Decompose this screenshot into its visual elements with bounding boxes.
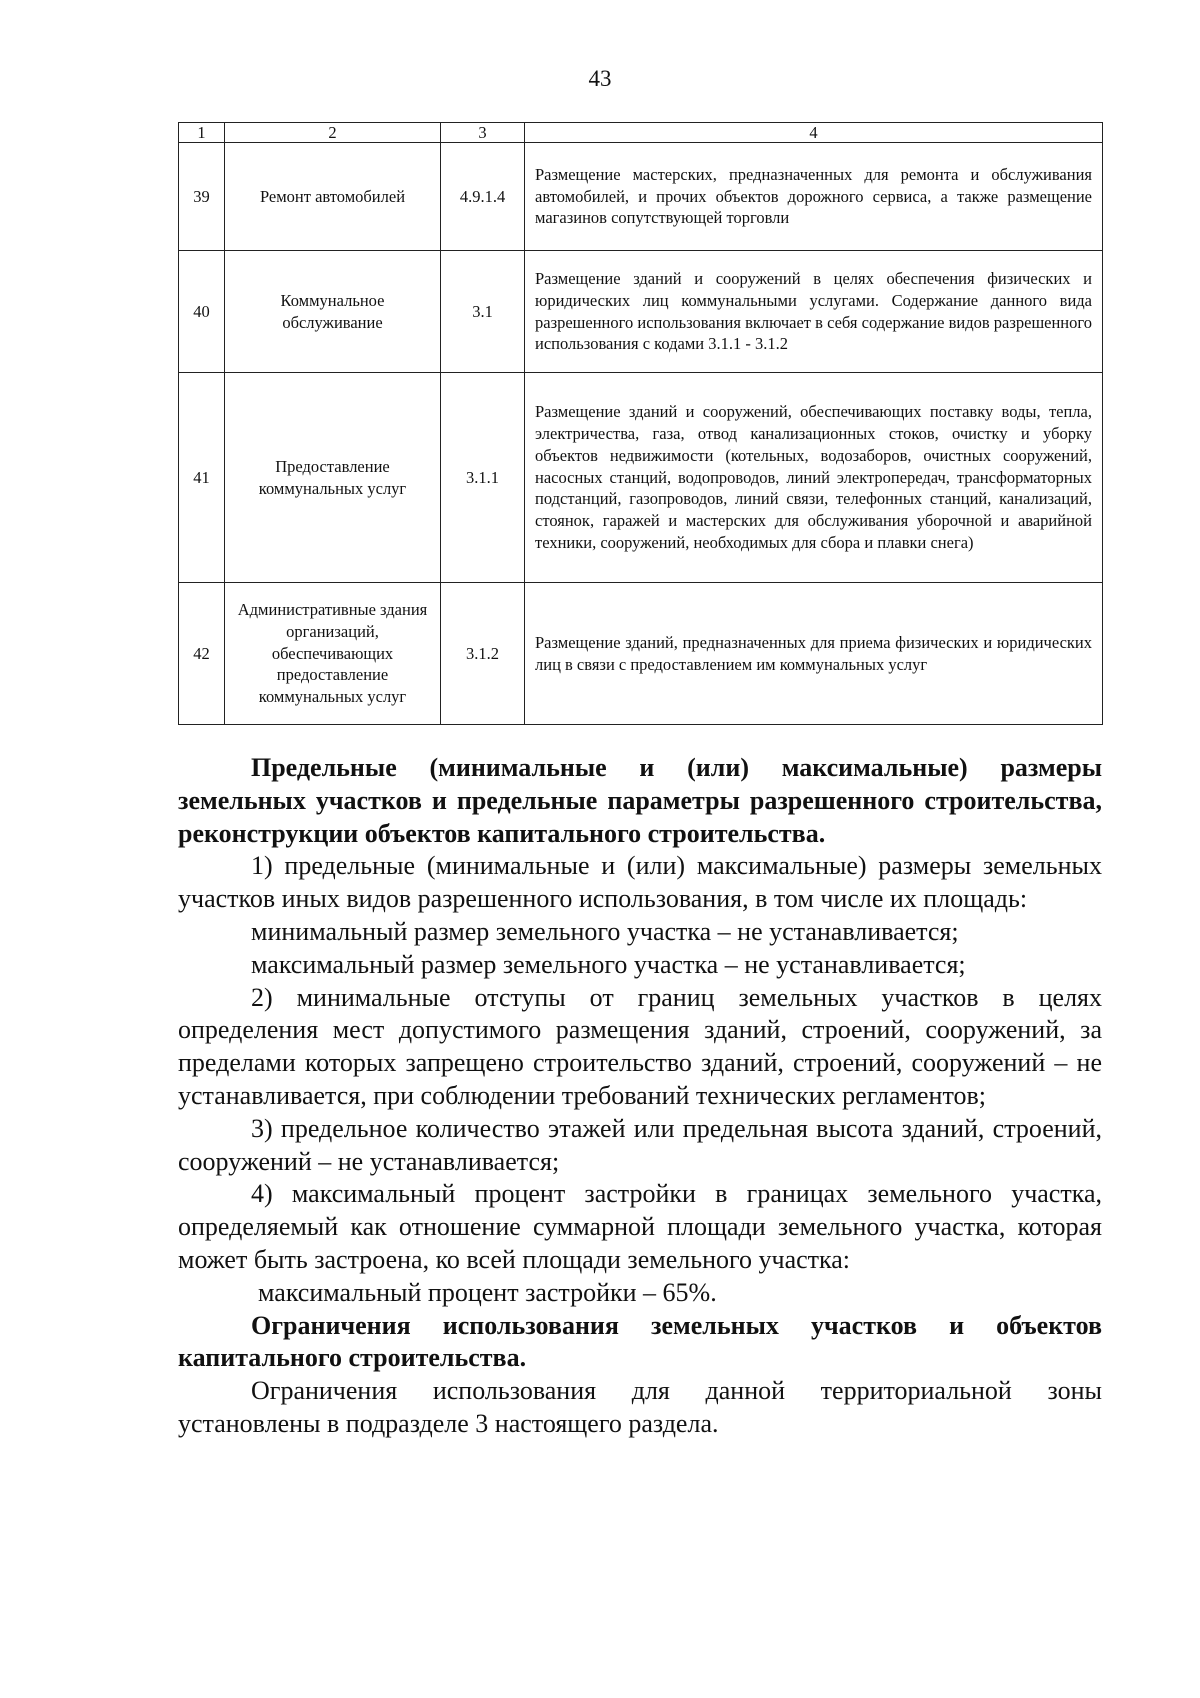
row-number: 41 [179, 373, 225, 583]
use-type-description: Размещение зданий и сооружений, обеспечивающих поставку воды, тепла, электричества, газа, отвод канализационных стоков, очистку и уборку объектов недвижимости (котельных, водозаборов, очистных сооружений, насосных станций, водопроводов, линий электропередач, трансформаторных подстанций, газопроводов, линий связи, телефонных станций, канализаций, стоянок, гаражей и мастерских для обслуживания уборочной и аварийной техники, сооружений, необходимых для сбора и плавки снега) [525, 373, 1103, 583]
use-type-code: 3.1.2 [441, 583, 525, 725]
row-number: 42 [179, 583, 225, 725]
paragraph-item-1: 1) предельные (минимальные и (или) максимальные) размеры земельных участков иных видов разрешенного использования, в том числе их площадь: [178, 851, 1102, 914]
header-col-3: 3 [441, 123, 525, 143]
table-row [179, 373, 1103, 583]
paragraph-restrictions: Ограничения использования для данной территориальной зоны установлены в подразделе 3 настоящего раздела. [178, 1376, 1102, 1438]
table-header-row [179, 123, 1103, 143]
table-row [179, 583, 1103, 725]
use-type-code: 4.9.1.4 [441, 143, 525, 251]
use-type-description: Размещение зданий, предназначенных для приема физических и юридических лиц в связи с предоставлением им коммунальных услуг [525, 583, 1103, 725]
row-number: 39 [179, 143, 225, 251]
section-heading-dimensions: Предельные (минимальные и (или) максимальные) размеры земельных участков и предельные параметры разрешенного строительства, реконструкции объектов капитального строительства. [178, 753, 1102, 848]
header-col-1: 1 [179, 123, 225, 143]
use-type-description: Размещение зданий и сооружений в целях обеспечения физических и юридических лиц коммунальными услугами. Содержание данного вида разрешенного использования включает в себя содержание видов разрешенного использования с кодами 3.1.1 - 3.1.2 [525, 251, 1103, 373]
paragraph-min-size: минимальный размер земельного участка – не устанавливается; [251, 916, 959, 946]
use-type-description: Размещение мастерских, предназначенных для ремонта и обслуживания автомобилей, и прочих объектов дорожного сервиса, а также размещение магазинов сопутствующей торговли [525, 143, 1103, 251]
table-row [179, 251, 1103, 373]
permitted-use-table [178, 122, 1103, 725]
header-col-2: 2 [225, 123, 441, 143]
header-col-4: 4 [525, 123, 1103, 143]
use-type-code: 3.1 [441, 251, 525, 373]
use-type-name: Предоставление коммунальных услуг [225, 373, 441, 583]
use-type-code: 3.1.1 [441, 373, 525, 583]
document-body [178, 752, 1102, 1441]
paragraph-item-3: 3) предельное количество этажей или предельная высота зданий, строений, сооружений – не устанавливается; [178, 1113, 1102, 1176]
row-number: 40 [179, 251, 225, 373]
use-type-name: Ремонт автомобилей [225, 143, 441, 251]
paragraph-item-4: 4) максимальный процент застройки в границах земельного участка, определяемый как отношение суммарной площади земельного участка, которая может быть застроена, ко всей площади земельного участка: [178, 1179, 1102, 1274]
section-heading-restrictions: Ограничения использования земельных участков и объектов капитального строительства. [178, 1310, 1102, 1373]
table-row [179, 143, 1103, 251]
paragraph-max-size: максимальный размер земельного участка – не устанавливается; [251, 949, 966, 979]
paragraph-item-2: 2) минимальные отступы от границ земельных участков в целях определения мест допустимого размещения зданий, строений, сооружений, за пределами которых запрещено строительство зданий, строений, сооружений – не устанавливается, при соблюдении требований технических регламентов; [178, 982, 1102, 1110]
page-number: 43 [588, 66, 612, 91]
paragraph-max-percent: максимальный процент застройки – 65%. [258, 1277, 717, 1307]
use-type-name: Коммунальное обслуживание [225, 251, 441, 373]
use-type-name: Административные здания организаций, обеспечивающих предоставление коммунальных услуг [225, 583, 441, 725]
